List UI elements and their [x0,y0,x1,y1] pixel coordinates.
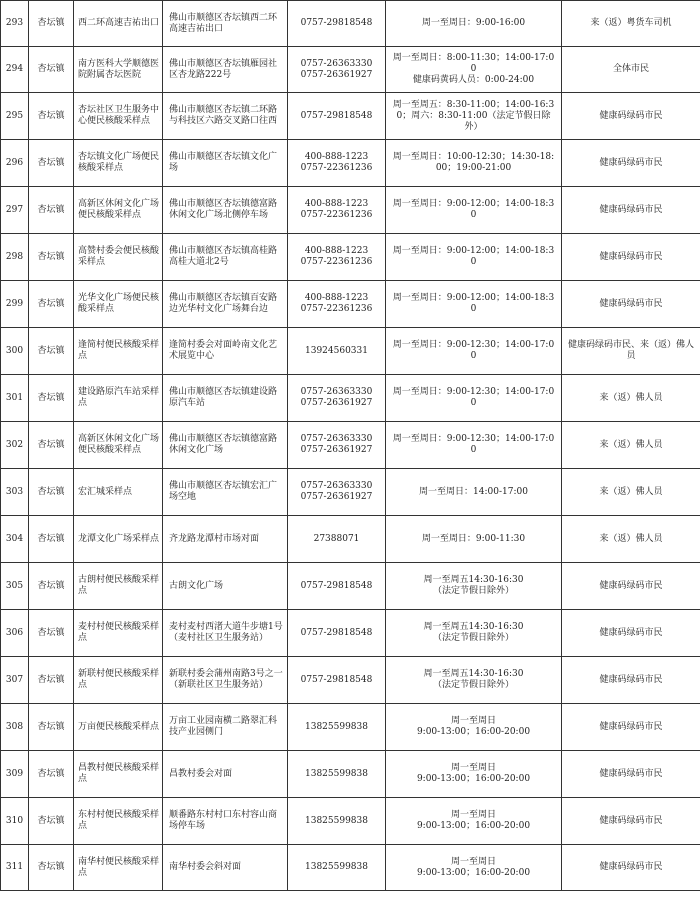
site-name: 杏坛镇文化广场便民核酸采样点 [74,140,163,187]
row-number: 311 [1,845,29,891]
contact-phone: 0757-29818548 [288,610,386,657]
target-group: 来（返）佛人员 [562,422,700,469]
site-name: 古朗村便民核酸采样点 [74,563,163,610]
site-address: 佛山市顺德区杏坛镇德富路休闲文化广场 [163,422,288,469]
target-group: 健康码绿码市民 [562,845,700,891]
row-number: 305 [1,563,29,610]
site-address: 南华村委会斜对面 [163,845,288,891]
row-number: 306 [1,610,29,657]
site-name: 万亩便民核酸采样点 [74,704,163,751]
town-name: 杏坛镇 [29,469,74,516]
site-address: 佛山市顺德区杏坛镇二环路与科技区六路交叉路口往西 [163,93,288,140]
table-row [1,187,700,234]
service-hours: 周一至周五14:30-16:30 （法定节假日除外） [386,610,562,657]
service-hours: 周一至周日：9:00-12:00；14:00-18:30 [386,234,562,281]
contact-phone: 13825599838 [288,798,386,845]
site-address: 佛山市顺德区杏坛镇高桂路高桂大道北2号 [163,234,288,281]
table-row [1,281,700,328]
town-name: 杏坛镇 [29,1,74,47]
table-row [1,469,700,516]
row-number: 293 [1,1,29,47]
row-number: 307 [1,657,29,704]
target-group: 来（返）佛人员 [562,375,700,422]
service-hours: 周一至周日：9:00-12:30；14:00-17:00 [386,375,562,422]
row-number: 298 [1,234,29,281]
site-name: 建设路原汽车站采样点 [74,375,163,422]
row-number: 302 [1,422,29,469]
site-address: 佛山市顺德区杏坛镇德富路休闲文化广场北侧停车场 [163,187,288,234]
contact-phone: 0757-26363330 0757-26361927 [288,47,386,93]
service-hours: 周一至周日：9:00-11:30 [386,516,562,563]
target-group: 健康码绿码市民 [562,563,700,610]
service-hours: 周一至周五14:30-16:30 （法定节假日除外） [386,657,562,704]
service-hours: 周一至周日：14:00-17:00 [386,469,562,516]
town-name: 杏坛镇 [29,751,74,798]
target-group: 健康码绿码市民 [562,704,700,751]
contact-phone: 0757-26363330 0757-26361927 [288,375,386,422]
target-group: 健康码绿码市民 [562,234,700,281]
site-name: 高新区休闲文化广场便民核酸采样点 [74,422,163,469]
town-name: 杏坛镇 [29,187,74,234]
target-group: 健康码绿码市民 [562,93,700,140]
contact-phone: 0757-26363330 0757-26361927 [288,469,386,516]
contact-phone: 0757-26363330 0757-26361927 [288,422,386,469]
table-row [1,610,700,657]
contact-phone: 0757-29818548 [288,657,386,704]
site-address: 新联村委会蒲州南路3号之一（新联社区卫生服务站） [163,657,288,704]
town-name: 杏坛镇 [29,845,74,891]
town-name: 杏坛镇 [29,657,74,704]
row-number: 310 [1,798,29,845]
town-name: 杏坛镇 [29,704,74,751]
service-hours: 周一至周日：10:00-12:30；14:30-18:00；19:00-21:00 [386,140,562,187]
site-name: 光华文化广场便民核酸采样点 [74,281,163,328]
table-row [1,93,700,140]
town-name: 杏坛镇 [29,375,74,422]
site-name: 宏汇城采样点 [74,469,163,516]
site-address: 齐龙路龙潭村市场对面 [163,516,288,563]
target-group: 健康码绿码市民 [562,610,700,657]
service-hours: 周一至周日：9:00-12:30；14:00-17:00 [386,328,562,375]
row-number: 309 [1,751,29,798]
contact-phone: 13924560331 [288,328,386,375]
contact-phone: 0757-29818548 [288,1,386,47]
town-name: 杏坛镇 [29,140,74,187]
table-row [1,375,700,422]
contact-phone: 0757-29818548 [288,93,386,140]
town-name: 杏坛镇 [29,328,74,375]
table-row [1,751,700,798]
table-row [1,704,700,751]
town-name: 杏坛镇 [29,93,74,140]
site-name: 新联村便民核酸采样点 [74,657,163,704]
site-name: 南方医科大学顺德医院附属杏坛医院 [74,47,163,93]
site-address: 佛山市顺德区杏坛镇宏汇广场空地 [163,469,288,516]
contact-phone: 27388071 [288,516,386,563]
table-row [1,1,700,47]
contact-phone: 400-888-1223 0757-22361236 [288,140,386,187]
service-hours: 周一至周五14:30-16:30 （法定节假日除外） [386,563,562,610]
site-name: 高新区休闲文化广场便民核酸采样点 [74,187,163,234]
row-number: 303 [1,469,29,516]
row-number: 296 [1,140,29,187]
service-hours: 周一至周日：9:00-12:00；14:00-18:30 [386,187,562,234]
site-name: 昌教村便民核酸采样点 [74,751,163,798]
row-number: 301 [1,375,29,422]
table-row [1,845,700,891]
table-body [1,1,700,891]
contact-phone: 13825599838 [288,704,386,751]
table-row [1,657,700,704]
table-row [1,47,700,93]
site-name: 逢简村便民核酸采样点 [74,328,163,375]
target-group: 健康码绿码市民 [562,281,700,328]
contact-phone: 400-888-1223 0757-22361236 [288,187,386,234]
table-row [1,140,700,187]
town-name: 杏坛镇 [29,234,74,281]
target-group: 健康码绿码市民 [562,187,700,234]
town-name: 杏坛镇 [29,610,74,657]
contact-phone: 400-888-1223 0757-22361236 [288,234,386,281]
site-address: 逢简村委会对面岭南文化艺术展览中心 [163,328,288,375]
site-name: 龙潭文化广场采样点 [74,516,163,563]
site-address: 万亩工业园南横二路翠汇科技产业园侧门 [163,704,288,751]
table-row [1,422,700,469]
row-number: 299 [1,281,29,328]
site-address: 顺番路东村村口东村容山商场停车场 [163,798,288,845]
site-address: 佛山市顺德区杏坛镇雁园社区杏龙路222号 [163,47,288,93]
service-hours: 周一至周日：9:00-16:00 [386,1,562,47]
site-address: 佛山市顺德区杏坛镇文化广场 [163,140,288,187]
target-group: 全体市民 [562,47,700,93]
service-hours: 周一至周日 9:00-13:00；16:00-20:00 [386,704,562,751]
target-group: 健康码绿码市民 [562,140,700,187]
service-hours: 周一至周日 9:00-13:00；16:00-20:00 [386,845,562,891]
town-name: 杏坛镇 [29,516,74,563]
site-name: 杏坛社区卫生服务中心便民核酸采样点 [74,93,163,140]
site-name: 南华村便民核酸采样点 [74,845,163,891]
row-number: 304 [1,516,29,563]
service-hours: 周一至周日：8:00-11:30；14:00-17:00 健康码黄码人员：0:00-24:00 [386,47,562,93]
target-group: 来（返）佛人员 [562,516,700,563]
town-name: 杏坛镇 [29,422,74,469]
contact-phone: 13825599838 [288,845,386,891]
site-address: 古朗文化广场 [163,563,288,610]
service-hours: 周一至周日：9:00-12:00；14:00-18:30 [386,281,562,328]
service-hours: 周一至周日：9:00-12:30；14:00-17:00 [386,422,562,469]
contact-phone: 13825599838 [288,751,386,798]
row-number: 300 [1,328,29,375]
site-address: 佛山市顺德区杏坛镇建设路原汽车站 [163,375,288,422]
row-number: 297 [1,187,29,234]
site-address: 昌教村委会对面 [163,751,288,798]
contact-phone: 400-888-1223 0757-22361236 [288,281,386,328]
table-row [1,798,700,845]
site-name: 西二环高速吉祐出口 [74,1,163,47]
site-name: 高赞村委会便民核酸采样点 [74,234,163,281]
target-group: 健康码绿码市民 [562,798,700,845]
town-name: 杏坛镇 [29,47,74,93]
town-name: 杏坛镇 [29,281,74,328]
table-row [1,563,700,610]
target-group: 健康码绿码市民 [562,751,700,798]
site-address: 佛山市顺德区杏坛镇西二环高速吉祐出口 [163,1,288,47]
table-row [1,516,700,563]
site-address: 麦村麦村西渚大道牛步塘1号（麦村社区卫生服务站） [163,610,288,657]
row-number: 295 [1,93,29,140]
town-name: 杏坛镇 [29,563,74,610]
town-name: 杏坛镇 [29,798,74,845]
site-address: 佛山市顺德区杏坛镇百安路边光华村文化广场舞台边 [163,281,288,328]
row-number: 308 [1,704,29,751]
row-number: 294 [1,47,29,93]
target-group: 来（返）佛人员 [562,469,700,516]
target-group: 健康码绿码市民、来（返）佛人员 [562,328,700,375]
service-hours: 周一至周日 9:00-13:00；16:00-20:00 [386,798,562,845]
table-row [1,328,700,375]
target-group: 健康码绿码市民 [562,657,700,704]
service-hours: 周一至周日 9:00-13:00；16:00-20:00 [386,751,562,798]
service-hours: 周一至周五：8:30-11:00；14:00-16:30；周六：8:30-11:00（法定节假日除外） [386,93,562,140]
table-row [1,234,700,281]
site-name: 麦村村便民核酸采样点 [74,610,163,657]
contact-phone: 0757-29818548 [288,563,386,610]
site-name: 东村村便民核酸采样点 [74,798,163,845]
target-group: 来（返）粤货车司机 [562,1,700,47]
